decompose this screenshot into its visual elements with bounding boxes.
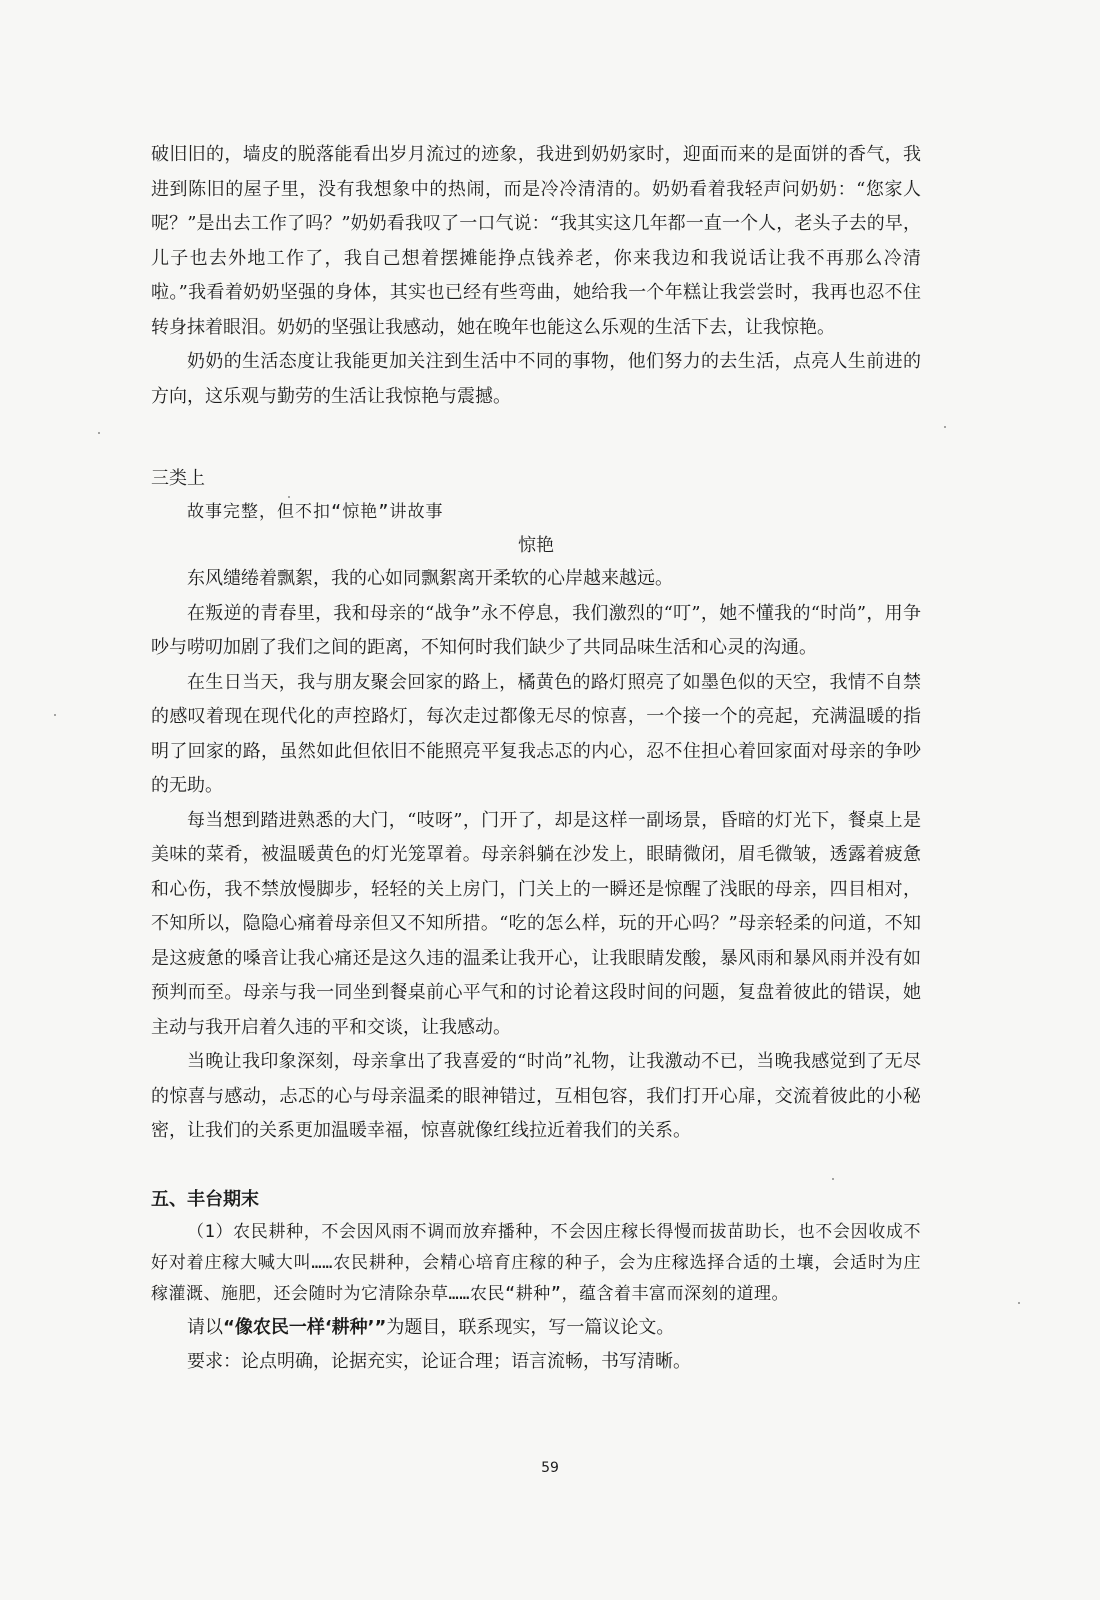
- scan-speck: [288, 496, 290, 498]
- scan-speck: [832, 1178, 834, 1180]
- essay-paragraph: 在叛逆的青春里，我和母亲的“战争”永不停息，我们激烈的“叮”，她不懂我的“时尚”，用争吵与唠叨加剧了我们之间的距离，不知何时我们缺少了共同品味生活和心灵的沟通。: [151, 602, 921, 658]
- essay-paragraph: 每当想到踏进熟悉的大门，“吱呀”，门开了，却是这样一副场景，昏暗的灯光下，餐桌上是美味的菜肴，被温暖黄色的灯光笼罩着。母亲斜躺在沙发上，眼睛微闭，眉毛微皱，透露着疲惫和心伤，我不禁放慢脚步，轻轻的关上房门，门关上的一瞬还是惊醒了浅眠的母亲，四目相对，不知所以，隐隐心痛着母亲但又不知所措。“吃的怎么样，玩的开心吗？”母亲轻柔的问道，不知是这疲惫的嗓音让我心痛还是这久违的温柔让我开心，让我眼睛发酸，暴风雨和暴风雨并没有如预判而至。母亲与我一同坐到餐桌前心平气和的讨论着这段时间的问题，复盘着彼此的错误，她主动与我开启着久违的平和交谈，让我感动。: [151, 809, 921, 1038]
- essay-paragraph: 东风缱绻着飘絮，我的心如同飘絮离开柔软的心岸越来越远。: [187, 568, 673, 589]
- section-heading: 五、丰台期末: [151, 1188, 259, 1210]
- page-content: [151, 138, 921, 1378]
- task-prefix: 请以: [187, 1316, 223, 1338]
- writing-task: [187, 1312, 921, 1344]
- task-suffix: 为题目，联系现实，写一篇议论文。: [386, 1316, 675, 1338]
- page-number: 59: [541, 1460, 559, 1476]
- writing-requirements: 要求：论点明确，论据充实，论证合理；语言流畅，书写清晰。: [187, 1350, 691, 1372]
- paragraph-conclusion: 奶奶的生活态度让我能更加关注到生活中不同的事物，他们努力的去生活，点亮人生前进的方向，这乐观与勤劳的生活让我惊艳与震撼。: [151, 351, 921, 407]
- scan-speck: [54, 714, 56, 716]
- scan-speck: [1018, 1302, 1020, 1304]
- grade-note: 故事完整，但不扣“惊艳”讲故事: [187, 502, 444, 522]
- scan-speck: [98, 432, 100, 434]
- task-title: “像农民一样‘耕种’”: [223, 1316, 387, 1338]
- essay-paragraph: 在生日当天，我与朋友聚会回家的路上，橘黄色的路灯照亮了如墨色似的天空，我情不自禁的感叹着现在现代化的声控路灯，每次走过都像无尽的惊喜，一个接一个的亮起，充满温暖的指明了回家的路，虽然如此但依旧不能照亮平复我忐忑的内心，忍不住担心着回家面对母亲的争吵的无助。: [151, 671, 921, 796]
- essay-paragraph: 当晚让我印象深刻，母亲拿出了我喜爱的“时尚”礼物，让我激动不已，当晚我感觉到了无尽的惊喜与感动，忐忑的心与母亲温柔的眼神错过，互相包容，我们打开心扉，交流着彼此的小秘密，让我们的关系更加温暖幸福，惊喜就像红线拉近着我们的关系。: [151, 1051, 921, 1141]
- grade-label: 三类上: [151, 468, 205, 489]
- essay-title: 惊艳: [518, 535, 554, 556]
- writing-prompt: （1）农民耕种，不会因风雨不调而放弃播种，不会因庄稼长得慢而拔苗助长，也不会因收成不好对着庄稼大喊大叫……农民耕种，会精心培育庄稼的种子，会为庄稼选择合适的土壤，会适时为庄稼灌溉、施肥，还会随时为它清除杂草……农民“耕种”，蕴含着丰富而深刻的道理。: [151, 1221, 921, 1304]
- scan-speck: [944, 426, 946, 428]
- paragraph-continuation: 破旧旧的，墙皮的脱落能看出岁月流过的迹象，我进到奶奶家时，迎面而来的是面饼的香气，我进到陈旧的屋子里，没有我想象中的热闹，而是冷冷清清的。奶奶看着我轻声问奶奶：“您家人呢？”是出去工作了吗？”奶奶看我叹了一口气说：“我其实这几年都一直一个人，老头子去的早，儿子也去外地工作了，我自己想着摆摊能挣点钱养老，你来我边和我说话让我不再那么冷清啦。”我看着奶奶坚强的身体，其实也已经有些弯曲，她给我一个年糕让我尝尝时，我再也忍不住转身抹着眼泪。奶奶的坚强让我感动，她在晚年也能这么乐观的生活下去，让我惊艳。: [151, 144, 921, 338]
